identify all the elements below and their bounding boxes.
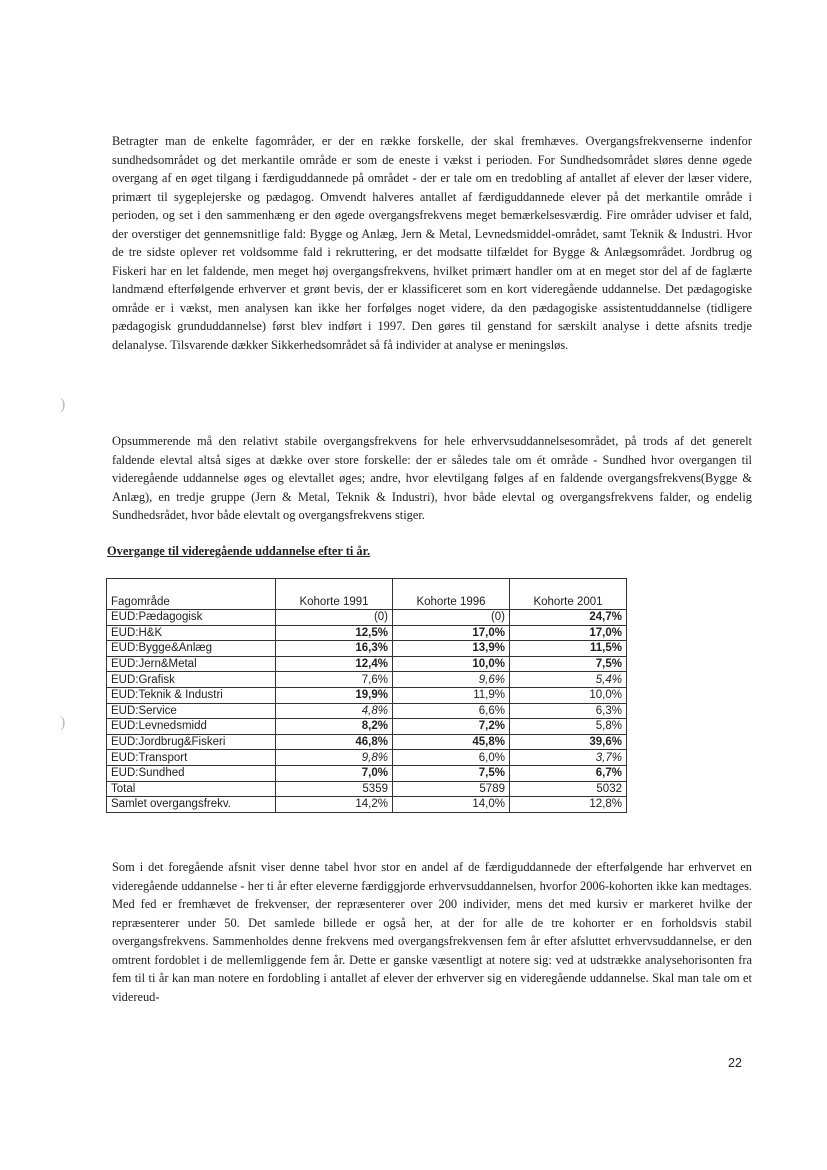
table-cell: 16,3% bbox=[276, 641, 393, 657]
table-row bbox=[107, 641, 627, 657]
table-cell: 45,8% bbox=[393, 734, 510, 750]
table-cell: 19,9% bbox=[276, 687, 393, 703]
table-cell: 6,7% bbox=[510, 765, 627, 781]
table-cell: (0) bbox=[276, 610, 393, 626]
row-label: EUD:Grafisk bbox=[107, 672, 276, 688]
row-label: EUD:Sundhed bbox=[107, 765, 276, 781]
table-cell: 5,4% bbox=[510, 672, 627, 688]
table-cell: 12,5% bbox=[276, 625, 393, 641]
table-header-row bbox=[107, 579, 627, 610]
table-row bbox=[107, 765, 627, 781]
table-cell: 7,5% bbox=[393, 765, 510, 781]
row-label: EUD:Transport bbox=[107, 750, 276, 766]
row-label: EUD:Bygge&Anlæg bbox=[107, 641, 276, 657]
table-row bbox=[107, 625, 627, 641]
table-cell: 5,8% bbox=[510, 719, 627, 735]
table-row bbox=[107, 797, 627, 813]
table-cell: 5359 bbox=[276, 781, 393, 797]
row-label: EUD:Jern&Metal bbox=[107, 656, 276, 672]
table-cell: 4,8% bbox=[276, 703, 393, 719]
header-kohorte-1996: Kohorte 1996 bbox=[393, 579, 510, 610]
table-cell: 7,5% bbox=[510, 656, 627, 672]
row-label: EUD:Teknik & Industri bbox=[107, 687, 276, 703]
table-row bbox=[107, 672, 627, 688]
row-label: Total bbox=[107, 781, 276, 797]
table-row bbox=[107, 750, 627, 766]
row-label: EUD:H&K bbox=[107, 625, 276, 641]
table-cell: 12,8% bbox=[510, 797, 627, 813]
table-cell: 6,6% bbox=[393, 703, 510, 719]
table-heading: Overgange til videregående uddannelse efter ti år. bbox=[107, 544, 371, 558]
table-cell: 3,7% bbox=[510, 750, 627, 766]
table-cell: 17,0% bbox=[510, 625, 627, 641]
table-cell: 9,8% bbox=[276, 750, 393, 766]
row-label: EUD:Pædagogisk bbox=[107, 610, 276, 626]
table-cell: 13,9% bbox=[393, 641, 510, 657]
table-row bbox=[107, 656, 627, 672]
table-cell: 24,7% bbox=[510, 610, 627, 626]
header-kohorte-2001: Kohorte 2001 bbox=[510, 579, 627, 610]
table-cell: (0) bbox=[393, 610, 510, 626]
table-row bbox=[107, 610, 627, 626]
table-cell: 8,2% bbox=[276, 719, 393, 735]
table-cell: 7,6% bbox=[276, 672, 393, 688]
table-cell: 11,9% bbox=[393, 687, 510, 703]
header-fagomraade: Fagområde bbox=[107, 579, 276, 610]
table-cell: 14,2% bbox=[276, 797, 393, 813]
table-cell: 17,0% bbox=[393, 625, 510, 641]
table-row bbox=[107, 687, 627, 703]
table-cell: 39,6% bbox=[510, 734, 627, 750]
row-label: EUD:Levnedsmidd bbox=[107, 719, 276, 735]
table-cell: 46,8% bbox=[276, 734, 393, 750]
table-row bbox=[107, 781, 627, 797]
table-row bbox=[107, 734, 627, 750]
scan-mark: ) bbox=[60, 396, 66, 413]
table-cell: 14,0% bbox=[393, 797, 510, 813]
row-label: Samlet overgangsfrekv. bbox=[107, 797, 276, 813]
row-label: EUD:Jordbrug&Fiskeri bbox=[107, 734, 276, 750]
table-cell: 12,4% bbox=[276, 656, 393, 672]
table-cell: 7,0% bbox=[276, 765, 393, 781]
table-cell: 10,0% bbox=[393, 656, 510, 672]
table-cell: 5032 bbox=[510, 781, 627, 797]
page-number: 22 bbox=[728, 1056, 742, 1070]
transition-table bbox=[106, 578, 627, 813]
table-cell: 11,5% bbox=[510, 641, 627, 657]
paragraph-1: Betragter man de enkelte fagområder, er der en række forskelle, der skal fremhæves. Overgangsfrekvenserne indenfor sundhedsområdet og det merkantile område er som de eneste i vækst i perioden. For Sundhedsområdet sløres denne øgede overgang af en øget tilgang i færdiguddannede på området - der er tale om en tredobling af antallet af elever der læser videre, primært til sygeplejerske og pædagog. Omvendt halveres antallet af færdiguddannede elever på det merkantile område i perioden, og set i den sammenhæng er den øgede overgangsfrekvens meget bemærkelsesværdig. Fire områder udviser et fald, der overstiger det gennemsnitlige fald: Bygge og Anlæg, Jern & Metal, Levnedsmiddel-området, samt Teknik & Industri. Hvor de tre sidste oplever ret voldsomme fald i rekruttering, er det modsatte tilfældet for Bygge & Anlægsområdet. Jordbrug og Fiskeri har en let faldende, men meget høj overgangsfrekvens, hvilket primært handler om at en meget stor del af de faglærte landmænd efterfølgende erhverver et grønt bevis, der er klassificeret som en kort videregående uddannelse. Det pædagogiske område er i vækst, men analysen kan ikke her forfølges noget videre, da den pædagogiske assistentuddannelse (tidligere pædagogisk grunduddannelse) først blev indført i 1997. Den gøres til genstand for særskilt analyse i dette afsnits tredje delanalyse. Tilsvarende dækker Sikkerhedsområdet så få individer at analyse er meningsløs. bbox=[112, 134, 752, 352]
table-cell: 7,2% bbox=[393, 719, 510, 735]
table-cell: 6,0% bbox=[393, 750, 510, 766]
row-label: EUD:Service bbox=[107, 703, 276, 719]
header-kohorte-1991: Kohorte 1991 bbox=[276, 579, 393, 610]
scan-mark: ) bbox=[60, 714, 66, 731]
paragraph-3: Som i det foregående afsnit viser denne tabel hvor stor en andel af de færdiguddannede der efterfølgende har erhvervet en videregående uddannelse - her ti år efter eleverne færdiggjorde erhvervsuddannelsen, hvorfor 2006-kohorten ikke kan medtages. Med fed er fremhævet de frekvenser, der repræsenterer over 200 individer, mens det med kursiv er markeret hvilke der repræsenterer under 50. Det samlede billede er også her, at der for alle de tre kohorter er en forholdsvis stabil overgangsfrekvens. Sammenholdes denne frekvens med overgangsfrekvensen fem år efter afsluttet erhvervsuddannelse, er den omtrent fordoblet i de mellemliggende fem år. Dette er ganske væsentligt at notere sig: ved at udstrække analysehorisonten fra fem til ti år kan man notere en fordobling i antallet af elever der erhverver sig en videregående uddannelse. Skal man tale om et videreud- bbox=[112, 860, 752, 1004]
table-row bbox=[107, 719, 627, 735]
table-cell: 9,6% bbox=[393, 672, 510, 688]
table-cell: 5789 bbox=[393, 781, 510, 797]
table-row bbox=[107, 703, 627, 719]
table-cell: 10,0% bbox=[510, 687, 627, 703]
paragraph-2: Opsummerende må den relativt stabile overgangsfrekvens for hele erhvervsuddannelsesområdet, på trods af det generelt faldende elevtal altså siges at dække over store forskelle: der er således tale om ét område - Sundhed hvor overgangen til videregående uddannelse øges og elevtallet øges; andre, hvor elevtilgang følges af en faldende overgangsfrekvens(Bygge & Anlæg), en tredje gruppe (Jern & Metal, Teknik & Industri), hvor både elevtal og overgangsfrekvens falder, og endelig Sundhedsrådet, hvor både elevtalt og overgangsfrekvens stiger. bbox=[112, 434, 752, 522]
table-cell: 6,3% bbox=[510, 703, 627, 719]
